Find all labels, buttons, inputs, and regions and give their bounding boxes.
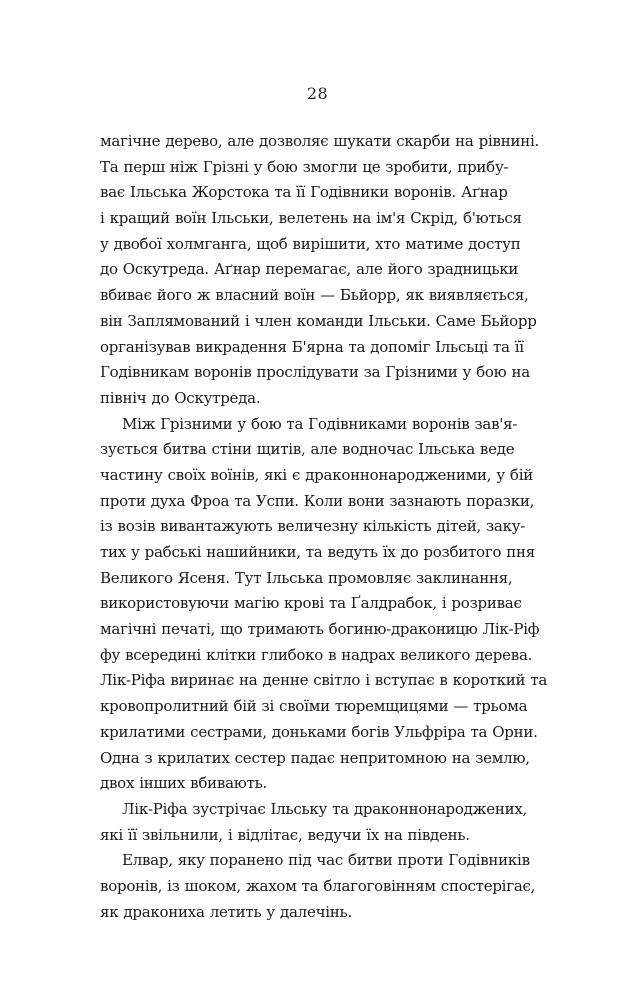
text-line: частину своїх воїнів, які є драконнонародженими, у бій [100, 465, 533, 484]
text-line: крилатими сестрами, доньками богів Ульфріра та Орни. [100, 722, 538, 741]
text-line: зується битва стіни щитів, але водночас Ільська веде [100, 440, 515, 459]
text-line: воронів, із шоком, жахом та благоговінням спостерігає, [100, 876, 536, 895]
paragraph-start-line: Елвар, яку поранено під час битви проти Годівників [122, 851, 530, 870]
text-line: двох інших вбивають. [100, 774, 268, 793]
text-line: проти духа Фроа та Успи. Коли вони зазнають поразки, [100, 491, 535, 510]
paragraph-start-line: Лік-Ріфа зустрічає Ільську та драконнонароджених, [122, 799, 528, 818]
text-line: які її звільнили, і відлітає, ведучи їх на південь. [100, 825, 470, 844]
text-line: північ до Оскутреда. [100, 388, 261, 407]
body-text [100, 129, 576, 925]
page-number: 28 [306, 84, 329, 103]
text-line: магічне дерево, але дозволяє шукати скарби на рівнині. [100, 132, 540, 150]
text-line: використовуючи магію крові та Ґалдрабок, і розриває [100, 594, 522, 613]
text-line: як дракониха летить у далечінь. [100, 902, 352, 921]
text-line: Лік-Ріфа виринає на денне світло і вступає в короткий та [100, 671, 548, 690]
text-line: із возів вивантажують величезну кількість дітей, заку- [100, 517, 526, 536]
text-line: організував викрадення Б'ярна та допоміг Ільсьці та її [100, 337, 524, 356]
text-line: кровопролитний бій зі своїми тюремщицями — трьома [100, 697, 528, 716]
text-line: до Оскутреда. Аґнар перемагає, але його зрадницьки [100, 260, 519, 279]
paragraph-start-line: Між Грізними у бою та Годівниками воронів зав'я- [122, 414, 518, 433]
text-line: і кращий воїн Ільськи, велетень на ім'я Скрід, б'ються [100, 209, 522, 228]
text-line: він Заплямований і член команди Ільськи. Саме Бьйорр [100, 311, 537, 330]
text-line: фу всередині клітки глибоко в надрах великого дерева. [100, 645, 533, 664]
text-line: Та перш ніж Грізні у бою змогли це зробити, прибу- [100, 157, 509, 176]
text-line: ває Ільська Жорстока та її Годівники воронів. Аґнар [100, 183, 508, 202]
text-line: Годівникам воронів прослідувати за Грізними у бою на [100, 363, 530, 382]
text-line: вбиває його ж власний воїн — Бьйорр, як виявляється, [100, 286, 529, 305]
text-line: Великого Ясеня. Тут Ільська промовляє заклинання, [100, 568, 513, 587]
text-line: магічні печаті, що тримають богиню-драконицю Лік-Ріф [100, 620, 540, 639]
text-line: тих у рабські нашийники, та ведуть їх до розбитого пня [100, 543, 535, 561]
text-line: у двобої холмганга, щоб вирішити, хто матиме доступ [100, 234, 521, 253]
text-line: Одна з крилатих сестер падає непритомною на землю, [100, 748, 530, 767]
